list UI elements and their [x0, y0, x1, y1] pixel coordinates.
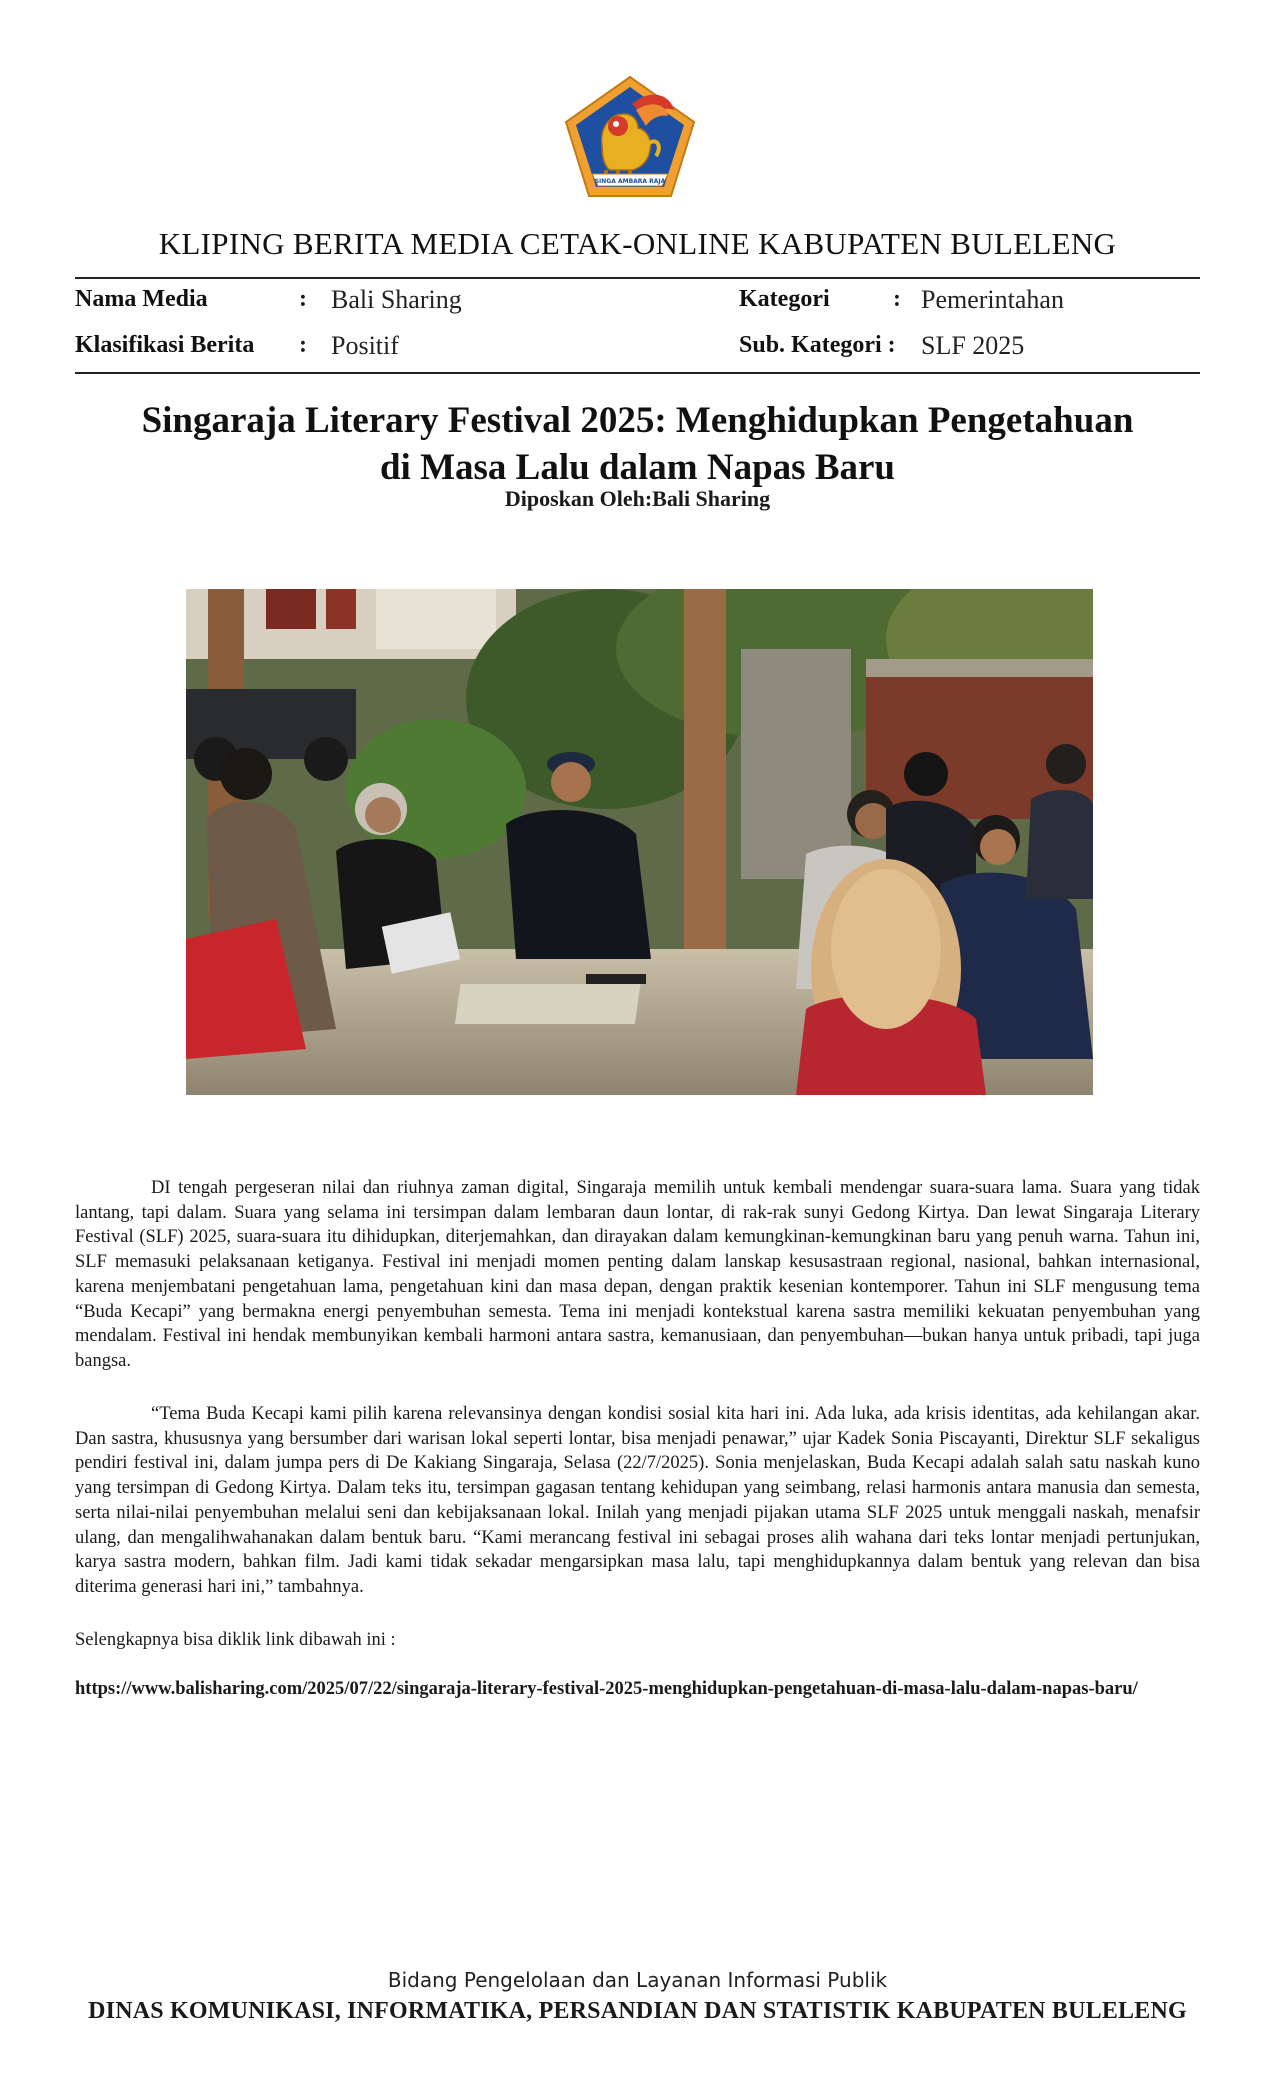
sub-category-value: SLF 2025 [921, 331, 1025, 360]
media-name-colon: : [299, 286, 307, 312]
sub-category-label: Sub. Kategori : [739, 332, 896, 358]
meta-row-media [75, 286, 1200, 326]
article-paragraph-2: “Tema Buda Kecapi kami pilih karena relevansinya dengan kondisi sosial kita hari ini. Ada luka, ada krisis identitas, ada kehilangan akar. Dan sastra, khususnya yang bersumber dari warisan lokal seperti lontar, bisa menjadi penawar,” ujar Kadek Sonia Piscayanti, Direktur SLF sekaligus pendiri festival ini, dalam jumpa pers di De Kakiang Singaraja, Selasa (22/7/2025). Sonia menjelaskan, Buda Kecapi adalah salah satu naskah kuno yang tersimpan di Gedong Kirtya. Dalam teks itu, tersimpan gagasan tentang kehidupan yang seimbang, relasi harmonis antara manusia dan semesta, serta nilai-nilai penyembuhan melalui seni dan kebijaksanaan lokal. Inilah yang menjadi pijakan utama SLF 2025 untuk menggali naskah, menafsir ulang, dan mengalihwahanakan dalam bentuk baru. “Kami merancang festival ini sebagai proses alih wahana dari teks lontar menjadi pertunjukan, karya sastra modern, bahkan film. Jadi kami tidak sekadar mengarsipkan masa lalu, tapi menghidupkannya dalam bentuk yang relevan dan bisa diterima generasi hari ini,” tambahnya. [75, 1404, 1200, 1597]
category-value: Pemerintahan [921, 285, 1064, 314]
article-title [120, 397, 1155, 491]
footer-unit-name: Bidang Pengelolaan dan Layanan Informasi Publik [387, 1968, 888, 1992]
buleleng-crest-logo [562, 74, 698, 200]
news-classification-value: Positif [331, 331, 399, 360]
document-header-title: KLIPING BERITA MEDIA CETAK-ONLINE KABUPATEN BULELENG [158, 226, 1117, 261]
article-photo [186, 589, 1093, 1095]
news-classification-colon: : [299, 332, 307, 358]
meta-row-classification [75, 332, 1200, 372]
category-colon: : [893, 286, 901, 312]
article-paragraph-1: DI tengah pergeseran nilai dan riuhnya zaman digital, Singaraja memilih untuk kembali mendengar suara-suara lama. Suara yang tidak lantang, tapi dalam. Suara yang selama ini tersimpan dalam lembaran daun lontar, di rak-rak sunyi Gedong Kirtya. Dan lewat Singaraja Literary Festival (SLF) 2025, suara-suara itu dihidupkan, diterjemahkan, dan dirayakan dalam kemungkinan-kemungkinan baru yang penuh warna. Tahun ini, SLF memasuki pelaksanaan ketiganya. Festival ini menjadi momen penting dalam lanskap kesusastraan regional, nasional, bahkan internasional, karena menjembatani pengetahuan lama, pengetahuan kini dan masa depan, dengan praktik kesenian kontemporer. Tahun ini SLF mengusung tema “Buda Kecapi” yang bermakna energi penyembuhan semesta. Tema ini menjadi kontekstual karena sastra memiliki kekuatan penyembuhan yang mendalam. Festival ini hendak membunyikan kembali harmoni antara sastra, kemanusiaan, dan penyembuhan—bukan hanya untuk pribadi, tapi juga bangsa. [75, 1178, 1200, 1371]
discussion-group-photo [186, 589, 1093, 1095]
footer-office-name: DINAS KOMUNIKASI, INFORMATIKA, PERSANDIAN DAN STATISTIK KABUPATEN BULELENG [88, 1998, 1187, 2024]
article-source-link[interactable]: https://www.balisharing.com/2025/07/22/singaraja-literary-festival-2025-menghidupkan-pengetahuan-di-masa-lalu-dalam-napas-baru/ [75, 1679, 1138, 1699]
header-divider-top [75, 277, 1200, 279]
article-byline: Diposkan Oleh:Bali Sharing [504, 486, 771, 511]
read-more-text: Selengkapnya bisa diklik link dibawah ini : [75, 1630, 396, 1650]
media-name-value: Bali Sharing [331, 285, 462, 314]
buleleng-regency-crest-icon [562, 74, 698, 200]
category-label: Kategori [739, 286, 830, 312]
crest-motto: SINGA AMBARA RAJA [594, 178, 666, 185]
media-name-label: Nama Media [75, 286, 208, 312]
article-title-line-2: di Masa Lalu dalam Napas Baru [379, 447, 896, 488]
header-divider-bottom [75, 372, 1200, 374]
news-classification-label: Klasifikasi Berita [75, 332, 255, 358]
article-title-line-1: Singaraja Literary Festival 2025: Menghidupkan Pengetahuan [141, 400, 1134, 441]
